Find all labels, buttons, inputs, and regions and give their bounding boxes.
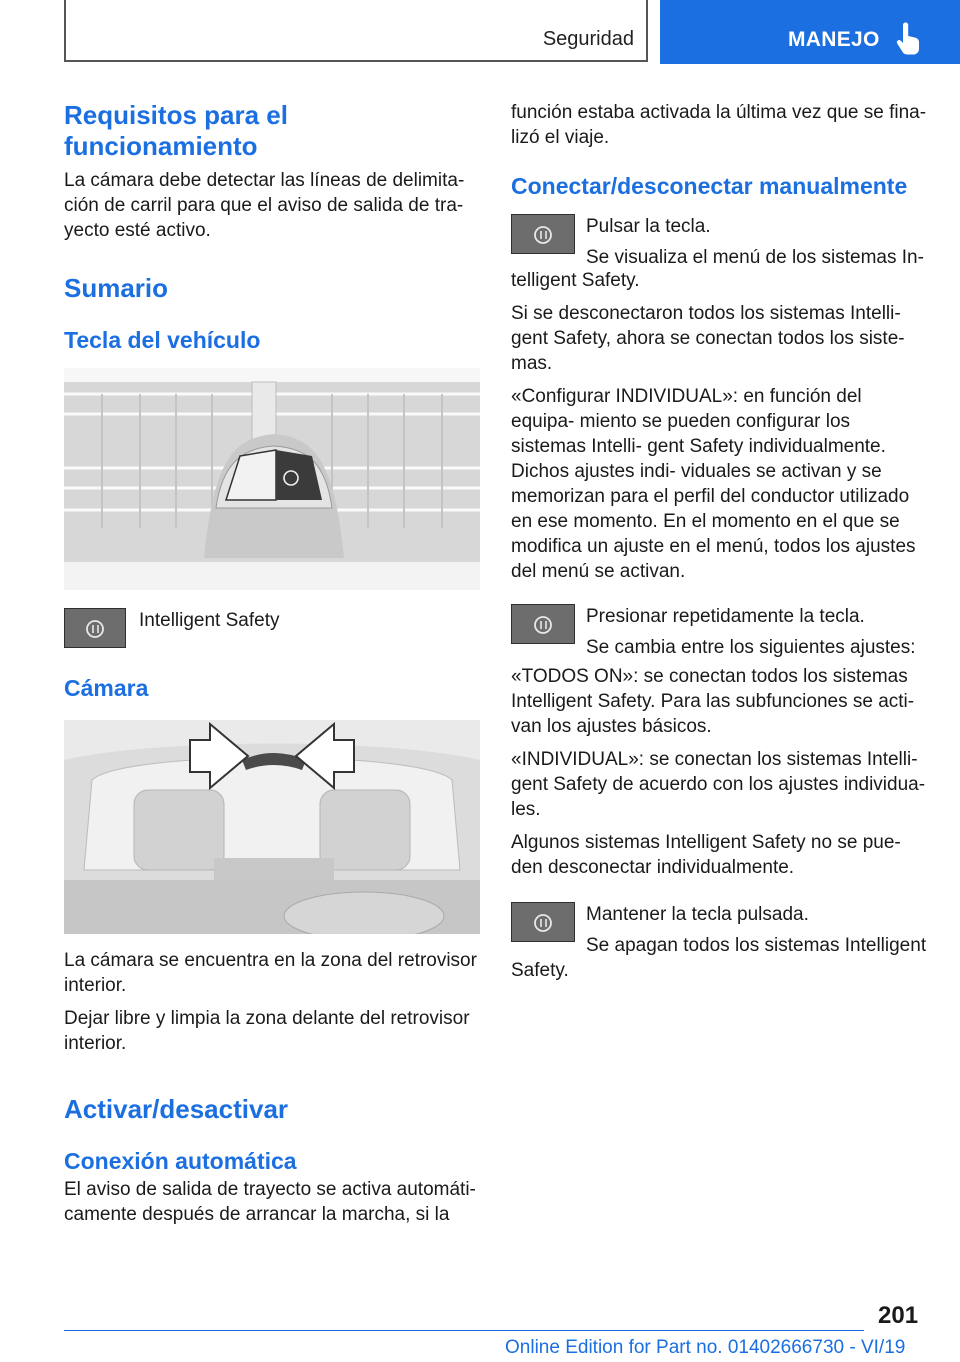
key-label: Intelligent Safety bbox=[139, 610, 280, 631]
heading-tecla: Tecla del vehículo bbox=[64, 327, 261, 353]
footer-rule bbox=[64, 1330, 864, 1331]
left-column bbox=[64, 100, 480, 1227]
chapter-tab[interactable] bbox=[660, 0, 960, 64]
intelligent-safety-key-icon bbox=[64, 608, 126, 648]
heading-manual: Conectar/desconectar manualmente bbox=[511, 173, 908, 199]
footer-edition: Online Edition for Part no. 01402666730 - VI/19 bbox=[505, 1337, 906, 1358]
text-apagan: Se apagan todos los sistemas Intelligent bbox=[586, 935, 927, 956]
heading-camara: Cámara bbox=[64, 675, 149, 701]
text-camara-2: Dejar libre y limpia la zona delante del retrovisor interior. bbox=[64, 1008, 470, 1054]
car-interior-illustration bbox=[64, 720, 480, 934]
text-pulsar: Pulsar la tecla. bbox=[586, 216, 711, 237]
text-todos-on: «TODOS ON»: se conectan todos los sistemas Intelligent Safety. Para las subfunciones se acti- van los ajustes básicos. bbox=[511, 666, 915, 737]
intelligent-safety-key-icon bbox=[511, 214, 575, 254]
text-visualiza: Se visualiza el menú de los sistemas In- bbox=[586, 247, 924, 268]
key-row-intelligent-safety bbox=[64, 608, 480, 650]
chapter-tab-label: MANEJO bbox=[788, 28, 880, 51]
text-continuacion: función estaba activada la última vez que se fina- lizó el viaje. bbox=[511, 102, 927, 148]
page-number: 201 bbox=[878, 1302, 919, 1329]
text-configurar: «Configurar INDIVIDUAL»: en función del equipa- miento se pueden configurar los sistemas Intelli- gent Safety individualmente. Dichos ajustes indi- viduales se activan y se memorizan para el perfil del conductor utilizado en ese momento. En el momento en el que se modifica un ajuste en el menú, todos los ajustes del menú se activan. bbox=[511, 386, 916, 582]
heading-activar: Activar/desactivar bbox=[64, 1094, 289, 1124]
text-cambia: Se cambia entre los siguientes ajustes: bbox=[586, 637, 916, 658]
text-presionar: Presionar repetidamente la tecla. bbox=[586, 606, 865, 627]
figure-camera bbox=[64, 720, 480, 934]
text-camara-1: La cámara se encuentra en la zona del retrovisor interior. bbox=[64, 950, 477, 996]
text-requisitos: La cámara debe detectar las líneas de delimita- ción de carril para que el aviso de salida de tra- yecto esté activo. bbox=[64, 170, 465, 241]
key-row-presionar bbox=[511, 604, 929, 660]
right-column bbox=[511, 100, 929, 983]
section-title: Seguridad bbox=[542, 28, 634, 50]
text-visualiza-cont: telligent Safety. bbox=[511, 270, 640, 291]
text-algunos: Algunos sistemas Intelligent Safety no se pue- den desconectar individualmente. bbox=[511, 832, 901, 878]
text-conexion: El aviso de salida de trayecto se activa automáti- camente después de arrancar la marcha, si la bbox=[64, 1179, 476, 1225]
overhead-console-illustration bbox=[64, 368, 480, 590]
heading-conexion: Conexión automática bbox=[64, 1148, 297, 1174]
hand-pointer-icon bbox=[894, 22, 922, 56]
heading-sumario: Sumario bbox=[64, 273, 169, 303]
header-box bbox=[64, 0, 648, 62]
text-individual: «INDIVIDUAL»: se conectan los sistemas Intelli- gent Safety de acuerdo con los ajustes individua- les. bbox=[511, 749, 926, 820]
text-desconectaron: Si se desconectaron todos los sistemas Intelli- gent Safety, ahora se conectan todos los siste- mas. bbox=[511, 303, 905, 374]
text-mantener: Mantener la tecla pulsada. bbox=[586, 904, 809, 925]
key-row-mantener bbox=[511, 902, 929, 958]
key-row-pulsar bbox=[511, 214, 929, 268]
heading-requisitos: Requisitos para el funcionamiento bbox=[64, 100, 288, 161]
figure-vehicle-key bbox=[64, 368, 480, 590]
text-apagan-cont: Safety. bbox=[511, 960, 569, 981]
intelligent-safety-key-icon bbox=[511, 902, 575, 942]
intelligent-safety-key-icon bbox=[511, 604, 575, 644]
